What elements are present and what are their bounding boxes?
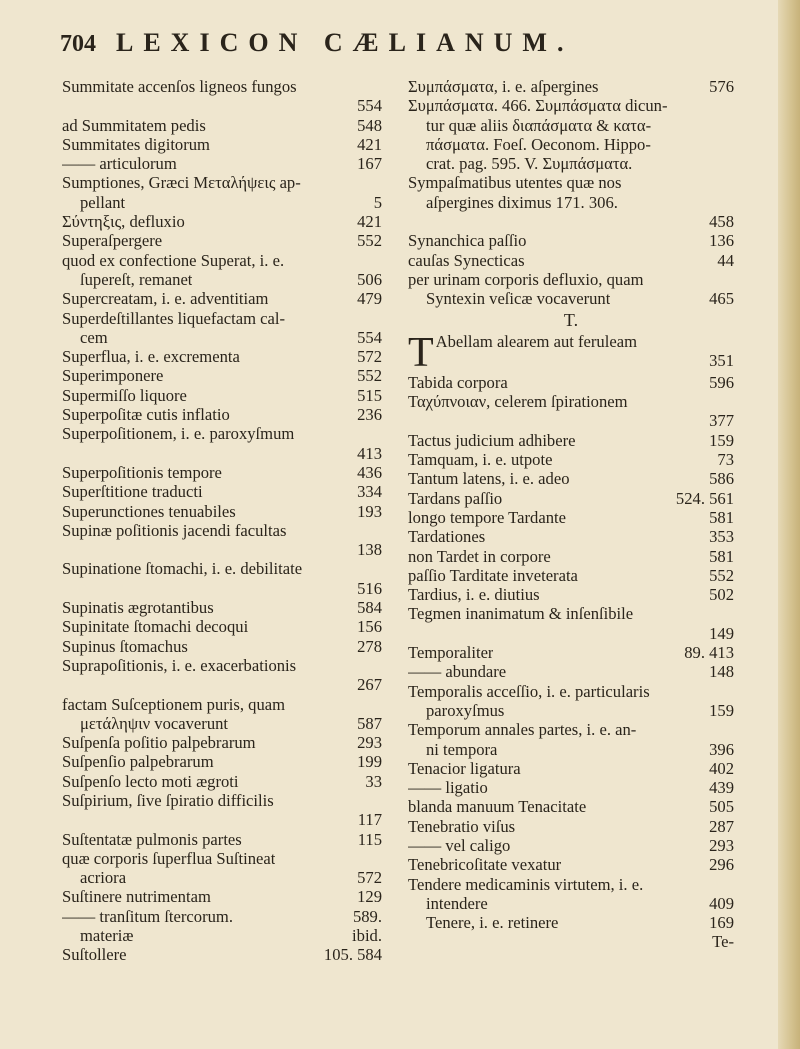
section-letter: T. <box>563 309 579 330</box>
entry-page-ref: 413 <box>357 443 382 463</box>
entry <box>408 469 734 488</box>
entry-text: Supermiſſo liquore <box>62 385 187 405</box>
entry <box>408 289 734 308</box>
entry <box>408 373 734 392</box>
entry <box>62 752 382 771</box>
entry <box>436 332 734 351</box>
entry-page-ref: 589. <box>352 906 382 926</box>
entry-page-ref: 587 <box>357 713 382 733</box>
entry-text: Supinitate ſtomachi decoqui <box>62 617 249 637</box>
entry <box>408 740 734 759</box>
entry <box>408 489 734 508</box>
entry-page-ref: 353 <box>709 527 734 547</box>
entry <box>408 173 734 192</box>
dropcap-entry <box>408 329 734 376</box>
entry-text: Superpoſitionem, i. e. paroxyſmum <box>62 424 295 444</box>
entry-page-ref: 193 <box>357 501 382 521</box>
entry-page-ref: 421 <box>357 212 382 232</box>
entry-text: Superimponere <box>62 366 164 386</box>
entry-text: Σύντηξις, defluxio <box>62 212 185 232</box>
entry <box>408 797 734 816</box>
entry <box>436 351 734 370</box>
entry <box>408 251 734 270</box>
running-title: LEXICON CÆLIANUM. <box>116 28 574 57</box>
entry-page-ref: 572 <box>357 868 382 888</box>
entry-text: ni tempora <box>426 739 498 759</box>
entry <box>408 855 734 874</box>
entry <box>62 96 382 115</box>
entry-text: Suſtollere <box>62 945 127 965</box>
entry <box>62 849 382 868</box>
entry-text: Sumptiones, Græci Μεταλήψεις ap- <box>62 173 301 193</box>
entry-page-ref: 524. 561 <box>675 488 734 508</box>
entry <box>408 682 734 701</box>
entry <box>62 559 382 578</box>
entry-page-ref: 293 <box>709 835 734 855</box>
entry-page-ref: 293 <box>357 733 382 753</box>
page-header <box>60 28 720 68</box>
entry-text: crat. pag. 595. V. Συμπάσματα. <box>426 154 633 174</box>
entry-page-ref: 138 <box>357 540 382 560</box>
entry-page-ref: 552 <box>357 231 382 251</box>
entry <box>408 624 734 643</box>
entry-text: Superſtitione traducti <box>62 482 203 502</box>
entry-text: πάσματα. Foeſ. Oeconom. Hippo- <box>426 134 651 154</box>
entry-text: Συμπάσματα. 466. Συμπάσματα dicun- <box>408 96 668 116</box>
entry <box>408 759 734 778</box>
entry-page-ref: 421 <box>357 134 382 154</box>
entry <box>62 579 382 598</box>
entry <box>62 231 382 250</box>
entry-page-ref: 105. 584 <box>323 945 382 965</box>
entry-page-ref: 148 <box>709 662 734 682</box>
entry-text: cauſas Synecticas <box>408 250 525 270</box>
entry-page-ref: 33 <box>365 771 382 791</box>
entry <box>62 405 382 424</box>
entry-page-ref: 115 <box>357 829 382 849</box>
entry <box>408 154 734 173</box>
entry <box>408 96 734 115</box>
entry-text: Tardius, i. e. diutius <box>408 585 540 605</box>
entry <box>62 772 382 791</box>
entry-page-ref: 581 <box>709 546 734 566</box>
entry <box>408 643 734 662</box>
entry-text: —— tranſitum ſtercorum. <box>62 906 233 926</box>
entry-page-ref: 554 <box>357 96 382 116</box>
entry-text: tur quæ aliis διαπάσματα & κατα- <box>426 115 652 135</box>
entry-text: Superaſpergere <box>62 231 163 251</box>
entry <box>62 328 382 347</box>
entry <box>62 193 382 212</box>
entry-page-ref: 89. 413 <box>684 643 734 663</box>
entry-text: Superdeſtillantes liquefactam cal- <box>62 308 286 328</box>
entry <box>62 444 382 463</box>
entry-page-ref: 576 <box>709 77 734 96</box>
entry-page-ref: 548 <box>357 115 382 135</box>
entry <box>408 411 734 430</box>
right-column-s-entries <box>408 77 734 309</box>
entry <box>62 309 382 328</box>
entry-page-ref: 596 <box>709 372 734 392</box>
entry-text: Tenebratio viſus <box>408 816 516 836</box>
entry-text: blanda manuum Tenacitate <box>408 797 587 817</box>
entry <box>408 392 734 411</box>
entry-text: longo tempore Tardante <box>408 507 566 527</box>
entry-text: Suſtinere nutrimentam <box>62 887 211 907</box>
entry <box>62 617 382 636</box>
entry-page-ref: 439 <box>709 778 734 798</box>
entry-page-ref: 554 <box>357 327 382 347</box>
entry <box>62 830 382 849</box>
entry-text: Syntexin veſicæ vocaverunt <box>426 289 611 309</box>
entry <box>408 720 734 739</box>
entry <box>408 547 734 566</box>
entry <box>62 907 382 926</box>
entry-page-ref: 73 <box>717 450 734 470</box>
entry <box>408 270 734 289</box>
dropcap-text <box>436 332 734 371</box>
entry-text: Temporalis acceſſio, i. e. particularis <box>408 681 650 701</box>
entry <box>408 508 734 527</box>
entry-page-ref: 465 <box>709 289 734 309</box>
entry-page-ref: 584 <box>357 598 382 618</box>
entry-page-ref: Te- <box>712 932 734 952</box>
entry-page-ref: 502 <box>709 585 734 605</box>
entry-text: paſſio Tarditate inveterata <box>408 565 578 585</box>
entry-page-ref: 129 <box>357 887 382 907</box>
entry-page-ref: 552 <box>357 366 382 386</box>
entry-text: acriora <box>80 868 127 888</box>
entry-text: Superpoſitæ cutis inflatio <box>62 405 230 425</box>
entry-text: paroxyſmus <box>426 700 505 720</box>
entry-page-ref: 199 <box>357 752 382 772</box>
entry-text: Superpoſitionis tempore <box>62 462 222 482</box>
entry <box>408 894 734 913</box>
entry-text: aſpergines diximus 171. 306. <box>426 192 618 212</box>
entry-text: Summitate accenſos ligneos fungos <box>62 77 297 96</box>
entry-page-ref: 409 <box>709 893 734 913</box>
entry <box>62 695 382 714</box>
entry <box>62 521 382 540</box>
entry <box>408 932 734 951</box>
entry <box>62 251 382 270</box>
entry-page-ref: 479 <box>357 289 382 309</box>
entry-page-ref: 377 <box>709 411 734 431</box>
entry <box>62 77 382 96</box>
entry-page-ref: 552 <box>709 565 734 585</box>
entry <box>62 598 382 617</box>
entry-page-ref: 278 <box>357 636 382 656</box>
entry <box>62 945 382 964</box>
entry <box>408 431 734 450</box>
entry <box>408 231 734 250</box>
entry-text: Superunctiones tenuabiles <box>62 501 236 521</box>
entry-text: Superflua, i. e. excrementa <box>62 347 240 367</box>
entry-text: Tamquam, i. e. utpote <box>408 450 553 470</box>
left-column <box>62 77 382 965</box>
entry <box>62 637 382 656</box>
entry <box>62 868 382 887</box>
entry-text: Temporum annales partes, i. e. an- <box>408 720 637 740</box>
entry-text: per urinam corporis defluxio, quam <box>408 269 644 289</box>
right-column <box>408 77 734 952</box>
entry <box>408 875 734 894</box>
entry <box>62 656 382 675</box>
entry-text: Suſpirium, ſive ſpiratio difficilis <box>62 790 274 810</box>
entry <box>62 714 382 733</box>
entry-page-ref: 296 <box>709 855 734 875</box>
entry <box>408 135 734 154</box>
entry-text: ſupereſt, remanet <box>80 269 193 289</box>
entry-text: quod ex confectione Superat, i. e. <box>62 250 285 270</box>
entry <box>408 193 734 212</box>
entry <box>408 701 734 720</box>
entry <box>62 289 382 308</box>
entry <box>62 212 382 231</box>
entry-text: Tactus judicium adhibere <box>408 430 576 450</box>
entry-page-ref: 136 <box>709 231 734 251</box>
entry-page-ref: 287 <box>709 816 734 836</box>
entry-page-ref: 5 <box>373 192 382 212</box>
entry <box>62 502 382 521</box>
entry-text: Suſpenſio palpebrarum <box>62 752 214 772</box>
entry <box>62 135 382 154</box>
entry <box>62 540 382 559</box>
entry-text: factam Suſceptionem puris, quam <box>62 694 286 714</box>
entry-text: Abellam alearem aut feruleam <box>435 331 637 351</box>
entry-text: Summitates digitorum <box>62 134 210 154</box>
entry-text: Temporaliter <box>408 643 494 663</box>
entry-text: Sympaſmatibus utentes quæ nos <box>408 173 622 193</box>
entry-page-ref: 505 <box>709 797 734 817</box>
entry <box>408 566 734 585</box>
entry-text: Synanchica paſſio <box>408 231 527 251</box>
entry <box>62 424 382 443</box>
entry <box>62 154 382 173</box>
entry-page-ref: 156 <box>357 617 382 637</box>
entry <box>62 926 382 945</box>
entry-text: Supinæ poſitionis jacendi facultas <box>62 520 287 540</box>
entry-text: —— articulorum <box>62 154 177 174</box>
entry <box>62 482 382 501</box>
entry-page-ref: 396 <box>709 739 734 759</box>
entry <box>408 212 734 231</box>
entry <box>62 366 382 385</box>
entry <box>408 77 734 96</box>
entry-text: Tardans paſſio <box>408 488 503 508</box>
entry-text: Tantum latens, i. e. adeo <box>408 469 570 489</box>
entry <box>62 386 382 405</box>
entry-page-ref: 516 <box>357 578 382 598</box>
entry-page-ref: 167 <box>357 154 382 174</box>
entry-text: Tegmen inanimatum & inſenſibile <box>408 604 634 624</box>
entry-page-ref: 572 <box>357 347 382 367</box>
entry <box>62 463 382 482</box>
page-number: 704 <box>60 31 96 57</box>
dropcap-letter: T <box>408 329 434 376</box>
entry-page-ref: 402 <box>709 758 734 778</box>
entry-text: Tardationes <box>408 527 486 547</box>
entry <box>408 913 734 932</box>
entry-page-ref: 436 <box>357 462 382 482</box>
entry <box>408 604 734 623</box>
entry-text: quæ corporis ſuperflua Suſtineat <box>62 848 276 868</box>
right-column-t-entries <box>408 373 734 952</box>
entry-text: —— ligatio <box>408 778 488 798</box>
entry <box>408 450 734 469</box>
entry <box>62 173 382 192</box>
page-edge <box>778 0 800 1049</box>
entry-text: cem <box>80 327 108 347</box>
entry-page-ref: 159 <box>709 430 734 450</box>
entry-page-ref: 351 <box>709 351 734 371</box>
entry <box>62 347 382 366</box>
entry-page-ref: 159 <box>709 700 734 720</box>
entry-page-ref: 149 <box>709 623 734 643</box>
entry <box>62 270 382 289</box>
entry-page-ref: 581 <box>709 507 734 527</box>
entry-text: ad Summitatem pedis <box>62 115 206 135</box>
entry-page-ref: 506 <box>357 269 382 289</box>
entry-text: non Tardet in corpore <box>408 546 551 566</box>
entry <box>62 116 382 135</box>
entry-page-ref: ibid. <box>352 926 382 946</box>
entry-page-ref: 515 <box>357 385 382 405</box>
entry-text: Supinus ſtomachus <box>62 636 188 656</box>
entry-text: —— vel caligo <box>408 835 511 855</box>
entry <box>408 116 734 135</box>
entry-page-ref: 334 <box>357 482 382 502</box>
entry-text: intendere <box>426 893 488 913</box>
entry <box>408 778 734 797</box>
entry-text: Supinatione ſtomachi, i. e. debilitate <box>62 559 303 579</box>
entry <box>408 662 734 681</box>
entry-page-ref: 267 <box>357 675 382 695</box>
entry <box>408 585 734 604</box>
entry-page-ref: 44 <box>717 250 734 270</box>
entry-page-ref: 236 <box>357 405 382 425</box>
entry-text: Tendere medicaminis virtutem, i. e. <box>408 874 644 894</box>
entry-text: —— abundare <box>408 662 507 682</box>
entry-text: μετάληψιν vocaverunt <box>80 713 229 733</box>
entry-text: Supinatis ægrotantibus <box>62 598 214 618</box>
entry-text: Suprapoſitionis, i. e. exacerbationis <box>62 655 297 675</box>
entry <box>62 791 382 810</box>
entry-text: Tenebricoſitate vexatur <box>408 855 562 875</box>
entry-text: Supercreatam, i. e. adventitiam <box>62 289 269 309</box>
entry <box>62 810 382 829</box>
entry <box>408 817 734 836</box>
entry-text: Ταχύπνοιαν, celerem ſpirationem <box>408 392 628 412</box>
entry-text: Tenacior ligatura <box>408 758 521 778</box>
entry <box>408 836 734 855</box>
entry-text: Tabida corpora <box>408 372 508 392</box>
entry <box>62 675 382 694</box>
entry-text: Tenere, i. e. retinere <box>426 913 559 933</box>
entry-page-ref: 458 <box>709 212 734 232</box>
entry-page-ref: 169 <box>709 913 734 933</box>
entry-text: Suſpenſo lecto moti ægroti <box>62 771 239 791</box>
entry <box>408 527 734 546</box>
entry-page-ref: 117 <box>357 810 382 830</box>
entry <box>62 887 382 906</box>
entry-text: Suſpenſa poſitio palpebrarum <box>62 733 256 753</box>
entry-text: Συμπάσματα, i. e. aſpergines <box>408 77 599 96</box>
entry-text: pellant <box>80 192 126 212</box>
entry-page-ref: 586 <box>709 469 734 489</box>
entry <box>62 733 382 752</box>
entry-text: materiæ <box>80 926 134 946</box>
entry-text: Suſtentatæ pulmonis partes <box>62 829 242 849</box>
